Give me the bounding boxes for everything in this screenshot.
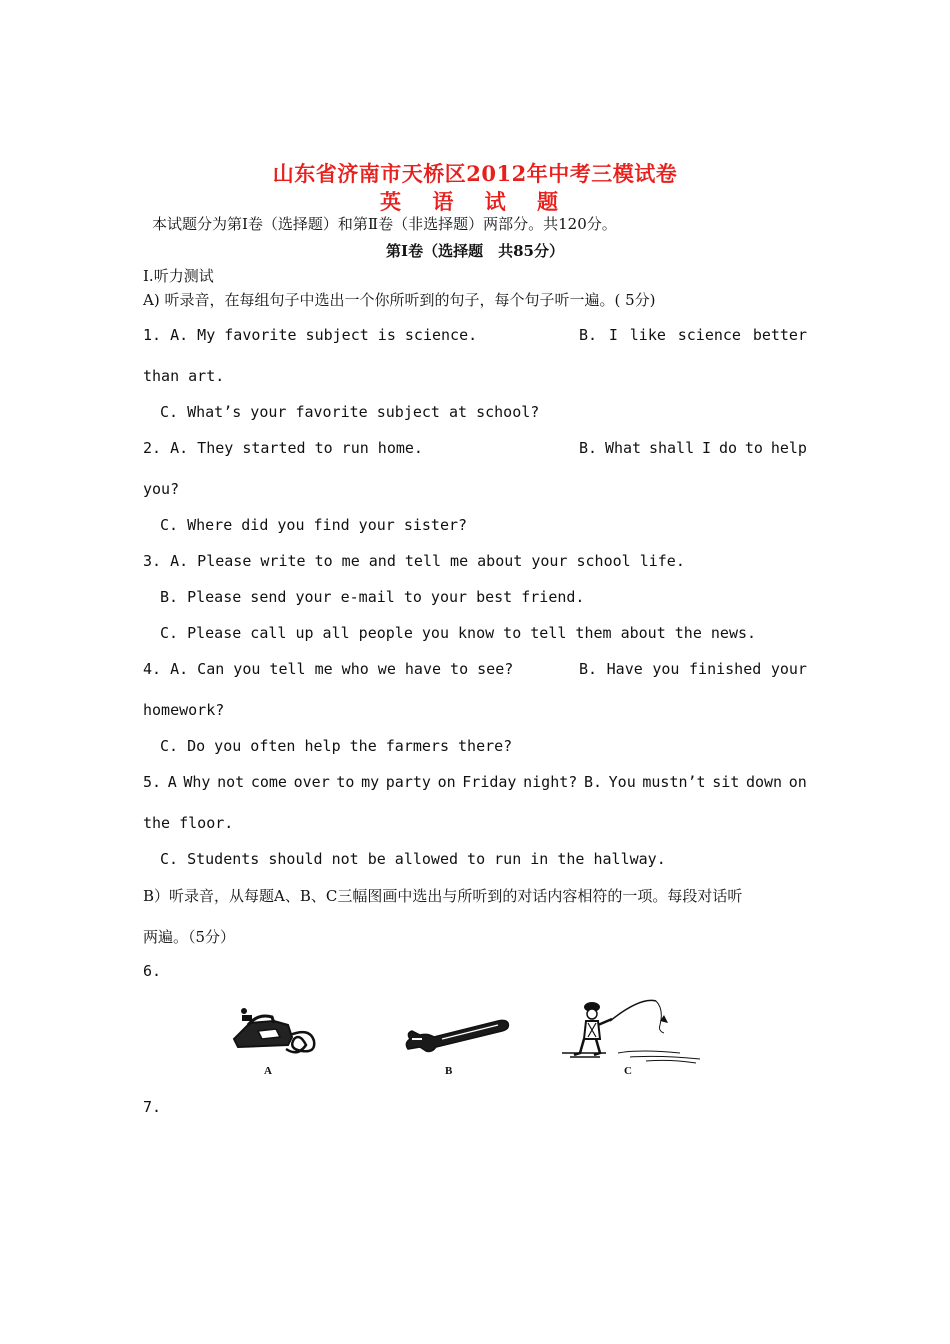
q2-option-b-continued: you? bbox=[143, 480, 180, 498]
q1-option-c: C. What’s your favorite subject at school? bbox=[160, 403, 540, 421]
q5-option-b-continued: the floor. bbox=[143, 814, 234, 832]
iron-icon bbox=[228, 1005, 324, 1060]
wrench-icon bbox=[402, 1017, 514, 1059]
q1-option-a: 1. A. My favorite subject is science. bbox=[143, 326, 478, 344]
section1-title: Ⅰ.听力测试 bbox=[143, 267, 214, 285]
sectionB-instruction: B）听录音，从每题A、B、C三幅图画中选出与所听到的对话内容相符的一项。每段对话听 bbox=[143, 887, 743, 905]
q2-option-a: 2. A. They started to run home. bbox=[143, 439, 423, 457]
q2-option-b: B. What shall I do to help bbox=[579, 439, 807, 457]
q3-option-a: 3. A. Please write to me and tell me about your school life. bbox=[143, 552, 685, 570]
q4-option-a: 4. A. Can you tell me who we have to see? bbox=[143, 660, 514, 678]
q6-label-b: B bbox=[445, 1065, 453, 1077]
exam-title: 山东省济南市天桥区2012年中考三模试卷 bbox=[272, 161, 678, 186]
q4-option-c: C. Do you often help the farmers there? bbox=[160, 737, 513, 755]
q5-option-c: C. Students should not be allowed to run in the hallway. bbox=[160, 850, 666, 868]
part1-heading: 第Ⅰ卷（选择题 共85分） bbox=[386, 242, 564, 260]
q6-label-c: C bbox=[624, 1065, 632, 1077]
fishing-icon bbox=[560, 995, 710, 1070]
sectionB-instruction-continued: 两遍。（5分） bbox=[143, 928, 236, 946]
q1-option-b-continued: than art. bbox=[143, 367, 225, 385]
q6-number: 6. bbox=[143, 962, 162, 980]
q3-option-b: B. Please send your e-mail to your best friend. bbox=[160, 588, 585, 606]
q2-option-c: C. Where did you find your sister? bbox=[160, 516, 468, 534]
q6-label-a: A bbox=[264, 1065, 272, 1077]
q1-option-b: B. I like science better bbox=[579, 326, 807, 344]
q4-option-b-continued: homework? bbox=[143, 701, 225, 719]
exam-intro: 本试题分为第Ⅰ卷（选择题）和第Ⅱ卷（非选择题）两部分。共120分。 bbox=[152, 215, 617, 233]
sectionA-instruction: A) 听录音，在每组句子中选出一个你所听到的句子，每个句子听一遍。( 5分) bbox=[143, 291, 656, 309]
q7-number: 7. bbox=[143, 1098, 162, 1116]
q3-option-c: C. Please call up all people you know to tell them about the news. bbox=[160, 624, 757, 642]
q5-options-line: 5. A Why not come over to my party on Friday night? B. You mustn’t sit down on bbox=[143, 773, 807, 791]
exam-subtitle: 英 语 试 题 bbox=[380, 189, 570, 214]
q4-option-b: B. Have you finished your bbox=[579, 660, 807, 678]
q6-pictures bbox=[220, 995, 710, 1080]
